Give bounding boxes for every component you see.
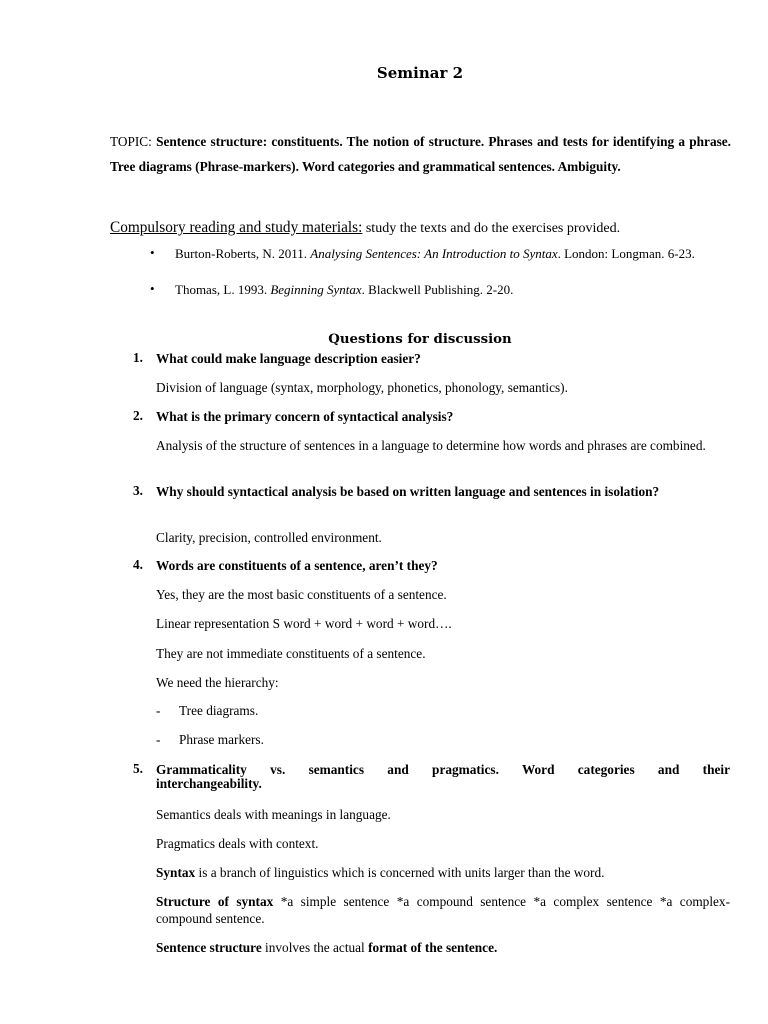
answer-text: Pragmatics deals with context. <box>156 836 319 851</box>
answer-text: Semantics deals with meanings in language. <box>156 807 391 822</box>
answer-text: We need the hierarchy: <box>156 675 279 690</box>
answer-text: Yes, they are the most basic constituents of a sentence. <box>156 587 447 602</box>
question-text: Why should syntactical analysis be based on written language and sentences in isolation? <box>156 484 660 499</box>
dash-marker: - <box>156 703 161 718</box>
answer-text: They are not immediate constituents of a sentence. <box>156 646 426 661</box>
topic-text: Sentence structure: constituents. The notion of structure. Phrases and tests for identifying a phrase. Tree diagrams (Phrase-markers). Word categories and grammatical sentences. Ambiguity. <box>110 134 731 174</box>
bullet-icon: • <box>150 281 155 296</box>
structure-of-syntax: Structure of syntax *a simple sentence *a compound sentence *a complex sentence *a complex-compound sentence. <box>156 894 731 926</box>
syntax-definition: Syntax is a branch of linguistics which is concerned with units larger than the word. <box>156 865 605 880</box>
questions-heading: Questions for discussion <box>328 332 512 347</box>
question-number: 4. <box>133 557 143 572</box>
answer-text: Clarity, precision, controlled environment. <box>156 530 382 545</box>
question-number: 2. <box>133 408 143 423</box>
page-title: Seminar 2 <box>376 64 464 82</box>
question-text: Grammaticality vs. semantics and pragmatics. Word categories and their <box>156 762 730 777</box>
question-text-continued: interchangeability. <box>156 776 262 791</box>
reading-instruction: study the texts and do the exercises provided. <box>365 221 621 236</box>
bullet-icon: • <box>150 245 155 260</box>
dash-marker: - <box>156 732 161 747</box>
question-number: 1. <box>133 350 143 365</box>
list-item: Phrase markers. <box>179 732 264 747</box>
answer-text: Division of language (syntax, morphology, phonetics, phonology, semantics). <box>156 380 568 395</box>
reference-item: Burton-Roberts, N. 2011. Analysing Sentences: An Introduction to Syntax. London: Longman. 6-23. <box>175 246 695 261</box>
answer-text: Analysis of the structure of sentences in a language to determine how words and phrases are combined. <box>156 438 706 453</box>
reading-line <box>110 219 750 237</box>
answer-text: Linear representation S word + word + word + word…. <box>156 616 452 631</box>
question-text: What is the primary concern of syntactical analysis? <box>156 409 454 424</box>
list-item: Tree diagrams. <box>179 703 259 718</box>
reference-item: Thomas, L. 1993. Beginning Syntax. Blackwell Publishing. 2-20. <box>175 282 514 297</box>
question-text: What could make language description easier? <box>156 351 421 366</box>
reading-heading: Compulsory reading and study materials: <box>110 219 363 236</box>
question-number: 3. <box>133 483 143 498</box>
topic-label: TOPIC: <box>110 134 152 149</box>
question-text: Words are constituents of a sentence, aren’t they? <box>156 558 438 573</box>
sentence-structure: Sentence structure involves the actual format of the sentence. <box>156 940 498 955</box>
question-number: 5. <box>133 761 143 776</box>
topic-paragraph <box>110 129 731 179</box>
